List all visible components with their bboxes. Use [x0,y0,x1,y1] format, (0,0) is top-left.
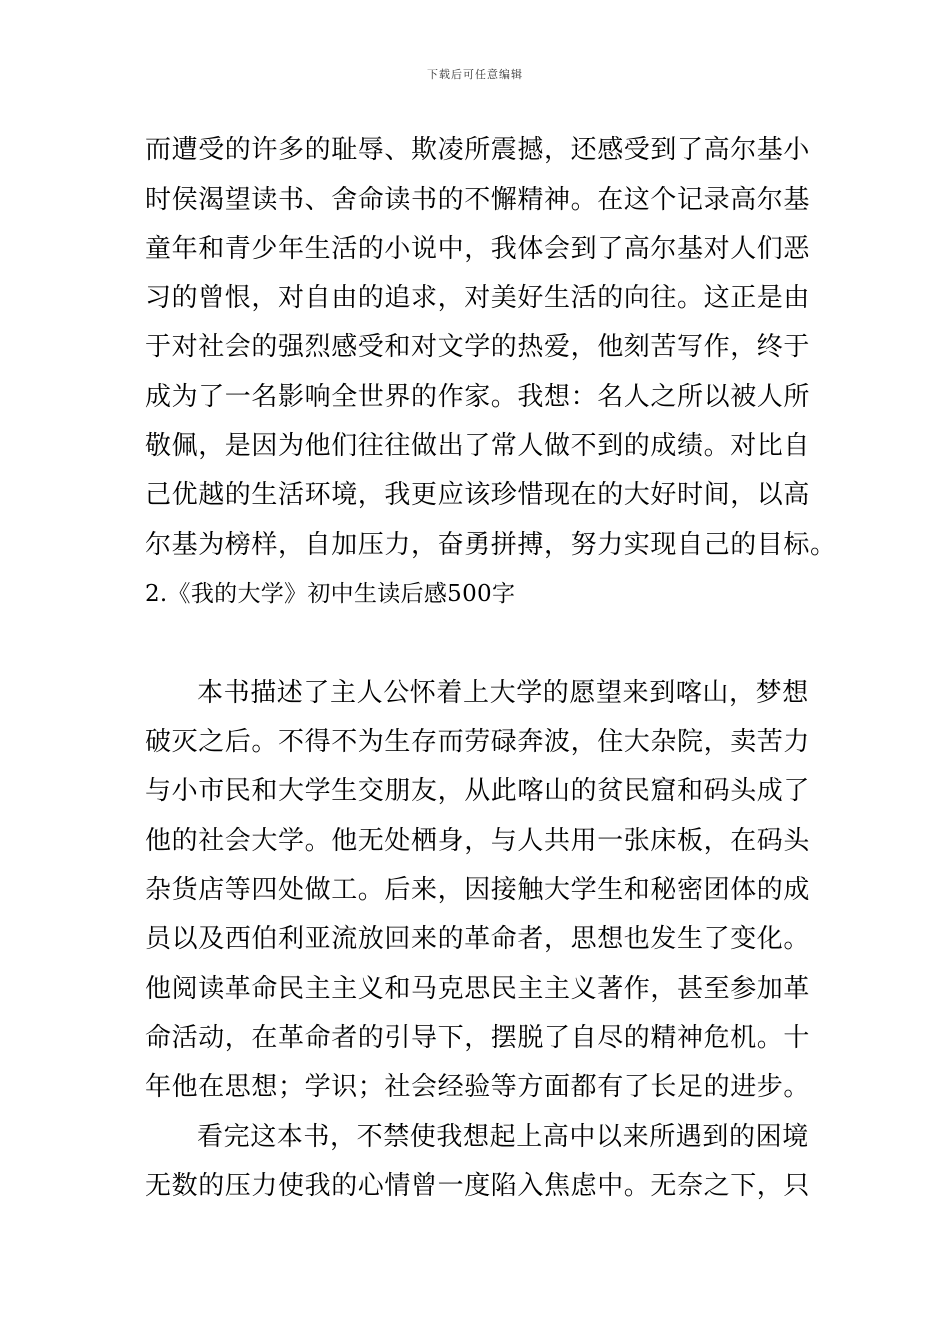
body-text-line: 成为了一名影响全世界的作家。我想：名人之所以被人所 [145,382,811,412]
body-text-line: 本书描述了主人公怀着上大学的愿望来到喀山，梦想 [197,678,809,708]
body-text-line: 年他在思想；学识；社会经验等方面都有了长足的进步。 [145,1072,811,1102]
body-text-line: 己优越的生活环境，我更应该珍惜现在的大好时间，以高 [145,480,811,510]
body-text-line: 杂货店等四处做工。后来，因接触大学生和秘密团体的成 [145,875,811,905]
body-text-line: 而遭受的许多的耻辱、欺凌所震撼，还感受到了高尔基小 [145,135,811,165]
body-text-line: 员以及西伯利亚流放回来的革命者，思想也发生了变化。 [145,924,811,954]
download-note: 下载后可任意编辑 [427,68,523,81]
body-text-line: 于对社会的强烈感受和对文学的热爱，他刻苦写作，终于 [145,332,811,362]
body-text-line: 童年和青少年生活的小说中，我体会到了高尔基对人们恶 [145,234,811,264]
body-text-line: 他的社会大学。他无处栖身，与人共用一张床板，在码头 [145,826,811,856]
body-text-line: 命活动，在革命者的引导下，摆脱了自尽的精神危机。十 [145,1023,811,1053]
body-text-line: 无数的压力使我的心情曾一度陷入焦虑中。无奈之下，只 [145,1171,811,1201]
body-text-line: 习的曾恨，对自由的追求，对美好生活的向往。这正是由 [145,283,811,313]
body-text-line: 敬佩，是因为他们往往做出了常人做不到的成绩。对比自 [145,431,811,461]
body-text-line: 时侯渴望读书、舍命读书的不懈精神。在这个记录高尔基 [145,185,811,215]
body-text-line: 看完这本书，不禁使我想起上高中以来所遇到的困境 [197,1122,809,1152]
section-heading: 2.《我的大学》初中生读后感500字 [145,581,516,607]
body-text-line: 他阅读革命民主主义和马克思民主主义著作，甚至参加革 [145,974,811,1004]
body-text-line: 与小市民和大学生交朋友，从此喀山的贫民窟和码头成了 [145,776,811,806]
body-text-line: 尔基为榜样，自加压力，奋勇拼搏，努力实现自己的目标。 [145,530,837,560]
body-text-line: 破灭之后。不得不为生存而劳碌奔波，住大杂院，卖苦力 [145,727,811,757]
